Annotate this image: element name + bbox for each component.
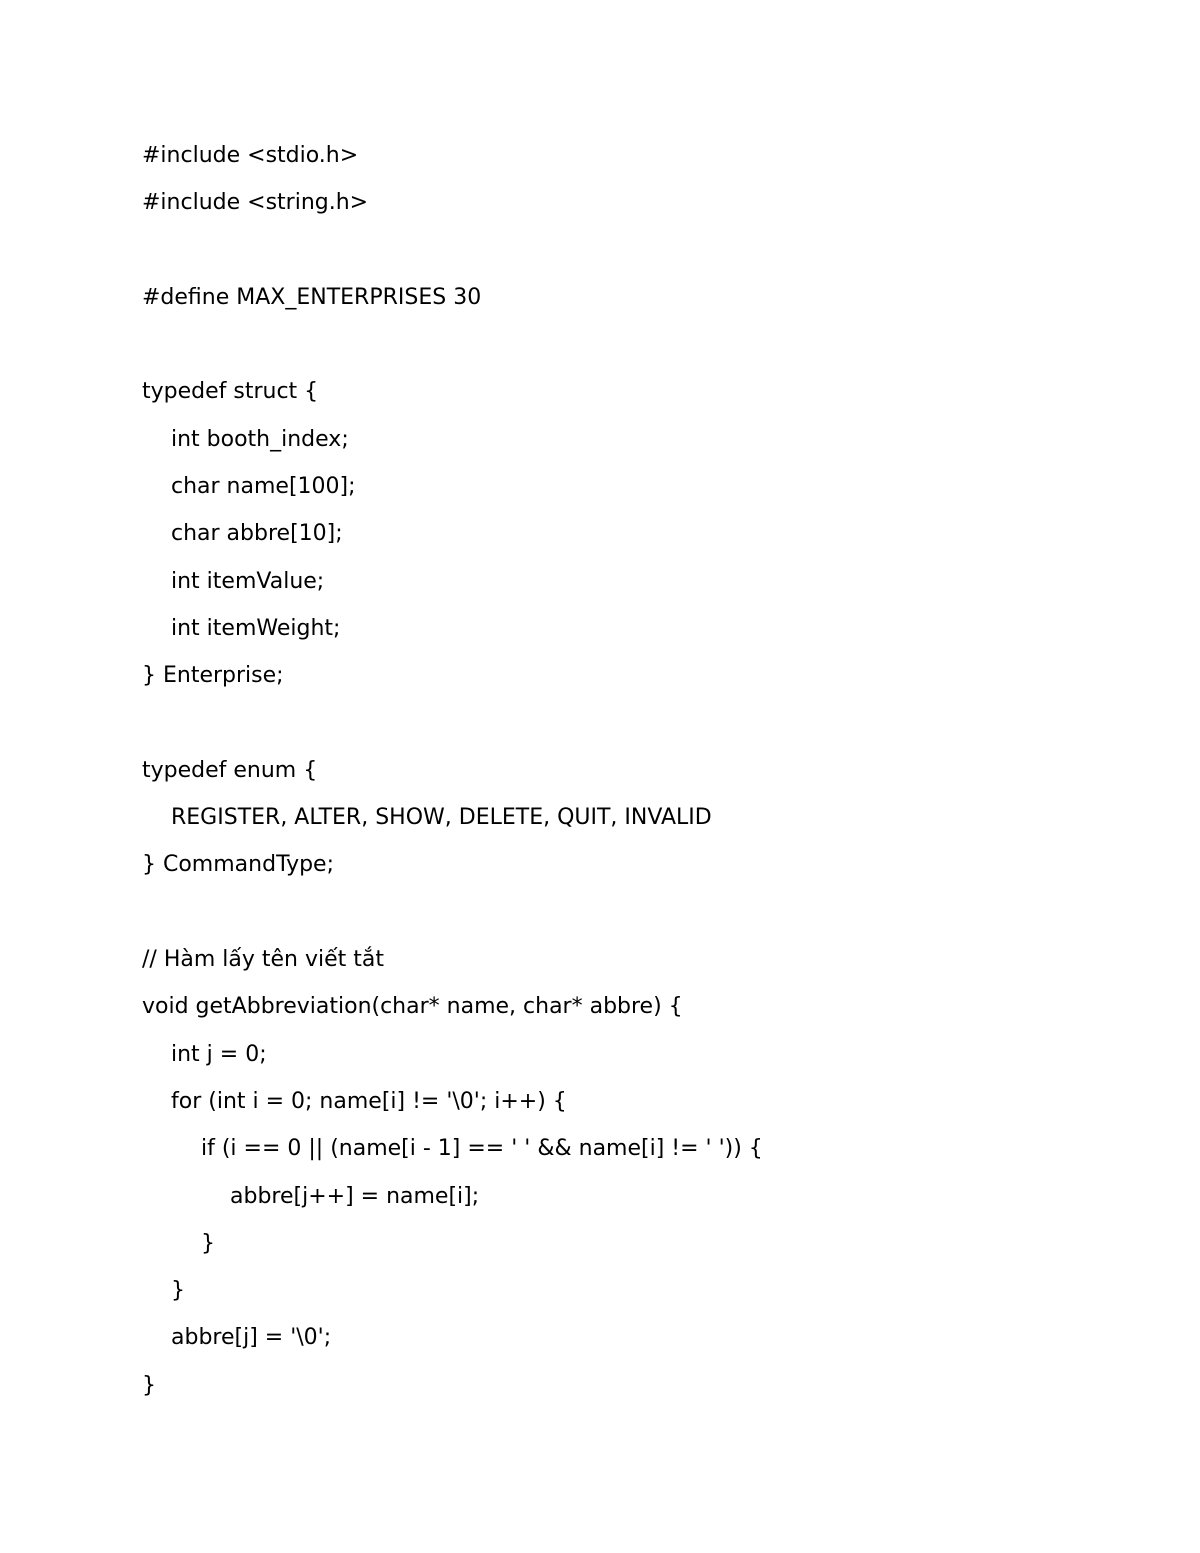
code-line-typedef-enum: typedef enum { [142,757,318,783]
code-line-blank [142,321,1142,368]
code-line-field-booth-index: int booth_index; [171,426,349,452]
code-line-blank [142,700,1142,747]
code-line-for-loop: for (int i = 0; name[i] != '\0'; i++) { [171,1088,567,1114]
code-line-blank [142,889,1142,936]
code-line-enum-close: } CommandType; [142,852,335,878]
code-line-include-stdio: #include <stdio.h> [142,143,359,168]
code-line-if-condition: if (i == 0 || (name[i - 1] == ' ' && name[i] != ' ')) { [201,1136,763,1162]
code-line-field-item-weight: int itemWeight; [171,615,341,641]
code-block [142,132,1142,1409]
code-line-if-close: } [201,1230,215,1256]
code-line-assign-abbre: abbre[j++] = name[i]; [230,1183,480,1209]
code-line-for-close: } [171,1278,185,1304]
code-line-field-item-value: int itemValue; [171,568,325,594]
code-line-field-name: char name[100]; [171,474,356,500]
code-line-define: #define MAX_ENTERPRISES 30 [142,284,482,310]
code-line-function-signature: void getAbbreviation(char* name, char* abbre) { [142,994,683,1020]
code-line-typedef-struct: typedef struct { [142,379,319,405]
code-line-field-abbre: char abbre[10]; [171,521,343,547]
code-line-struct-close: } Enterprise; [142,663,284,689]
code-line-terminate-abbre: abbre[j] = '\0'; [171,1325,332,1351]
code-line-blank [142,227,1142,274]
code-line-include-string: #include <string.h> [142,190,369,216]
code-line-comment: // Hàm lấy tên viết tắt [142,947,384,973]
code-line-enum-values: REGISTER, ALTER, SHOW, DELETE, QUIT, INVALID [171,805,712,831]
code-line-init-j: int j = 0; [171,1041,267,1067]
code-line-function-close: } [142,1372,156,1398]
